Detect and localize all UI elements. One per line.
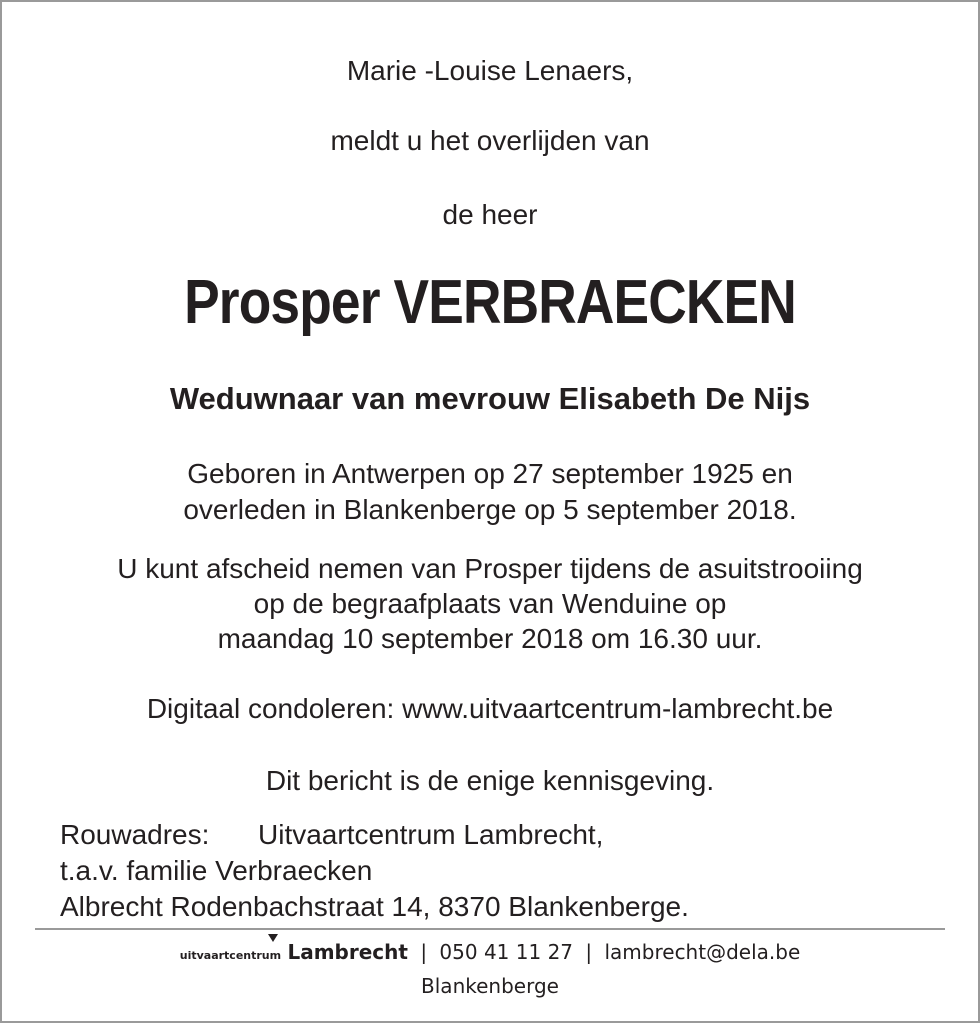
logo-prefix: uitvaartcentrum: [179, 949, 282, 962]
funeral-home-logo: [180, 940, 408, 968]
mourning-address-line-2: t.a.v. familie Verbraecken: [60, 855, 373, 886]
footer-divider: [35, 928, 945, 930]
deceased-name: Prosper VERBRAECKEN: [184, 268, 796, 337]
farewell-line-2: op de begraafplaats van Wenduine op: [253, 588, 727, 619]
title-prefix: de heer: [442, 199, 538, 230]
footer-city: Blankenberge: [421, 974, 559, 998]
spouse-line: Weduwnaar van mevrouw Elisabeth De Nijs: [169, 381, 811, 416]
death-line: overleden in Blankenberge op 5 september 2018.: [183, 494, 797, 525]
mourning-address-line-1: Uitvaartcentrum Lambrecht,: [258, 819, 604, 850]
logo-triangle-icon: [268, 934, 278, 942]
farewell-line-3: maandag 10 september 2018 om 16.30 uur.: [217, 623, 763, 654]
announcement-text: meldt u het overlijden van: [330, 125, 650, 156]
condolence-link[interactable]: Digitaal condoleren: www.uitvaartcentrum-lambrecht.be: [146, 693, 834, 724]
footer-email[interactable]: lambrecht@dela.be: [604, 940, 801, 964]
mourning-address-label: Rouwadres:: [60, 819, 210, 850]
mourning-address-line-3: Albrecht Rodenbachstraat 14, 8370 Blankenberge.: [60, 891, 689, 922]
only-notice-text: Dit bericht is de enige kennisgeving.: [265, 765, 715, 796]
farewell-line-1: U kunt afscheid nemen van Prosper tijdens de asuitstrooiing: [117, 553, 863, 584]
footer-separator: |: [585, 940, 593, 964]
footer-contact: [0, 940, 980, 968]
birth-line: Geboren in Antwerpen op 27 september 1925 en: [187, 458, 793, 489]
footer-separator: |: [420, 940, 428, 964]
footer-phone[interactable]: 050 41 11 27: [439, 940, 574, 964]
logo-brand: Lambrecht: [287, 940, 408, 964]
announcer-name: Marie -Louise Lenaers,: [346, 55, 634, 86]
